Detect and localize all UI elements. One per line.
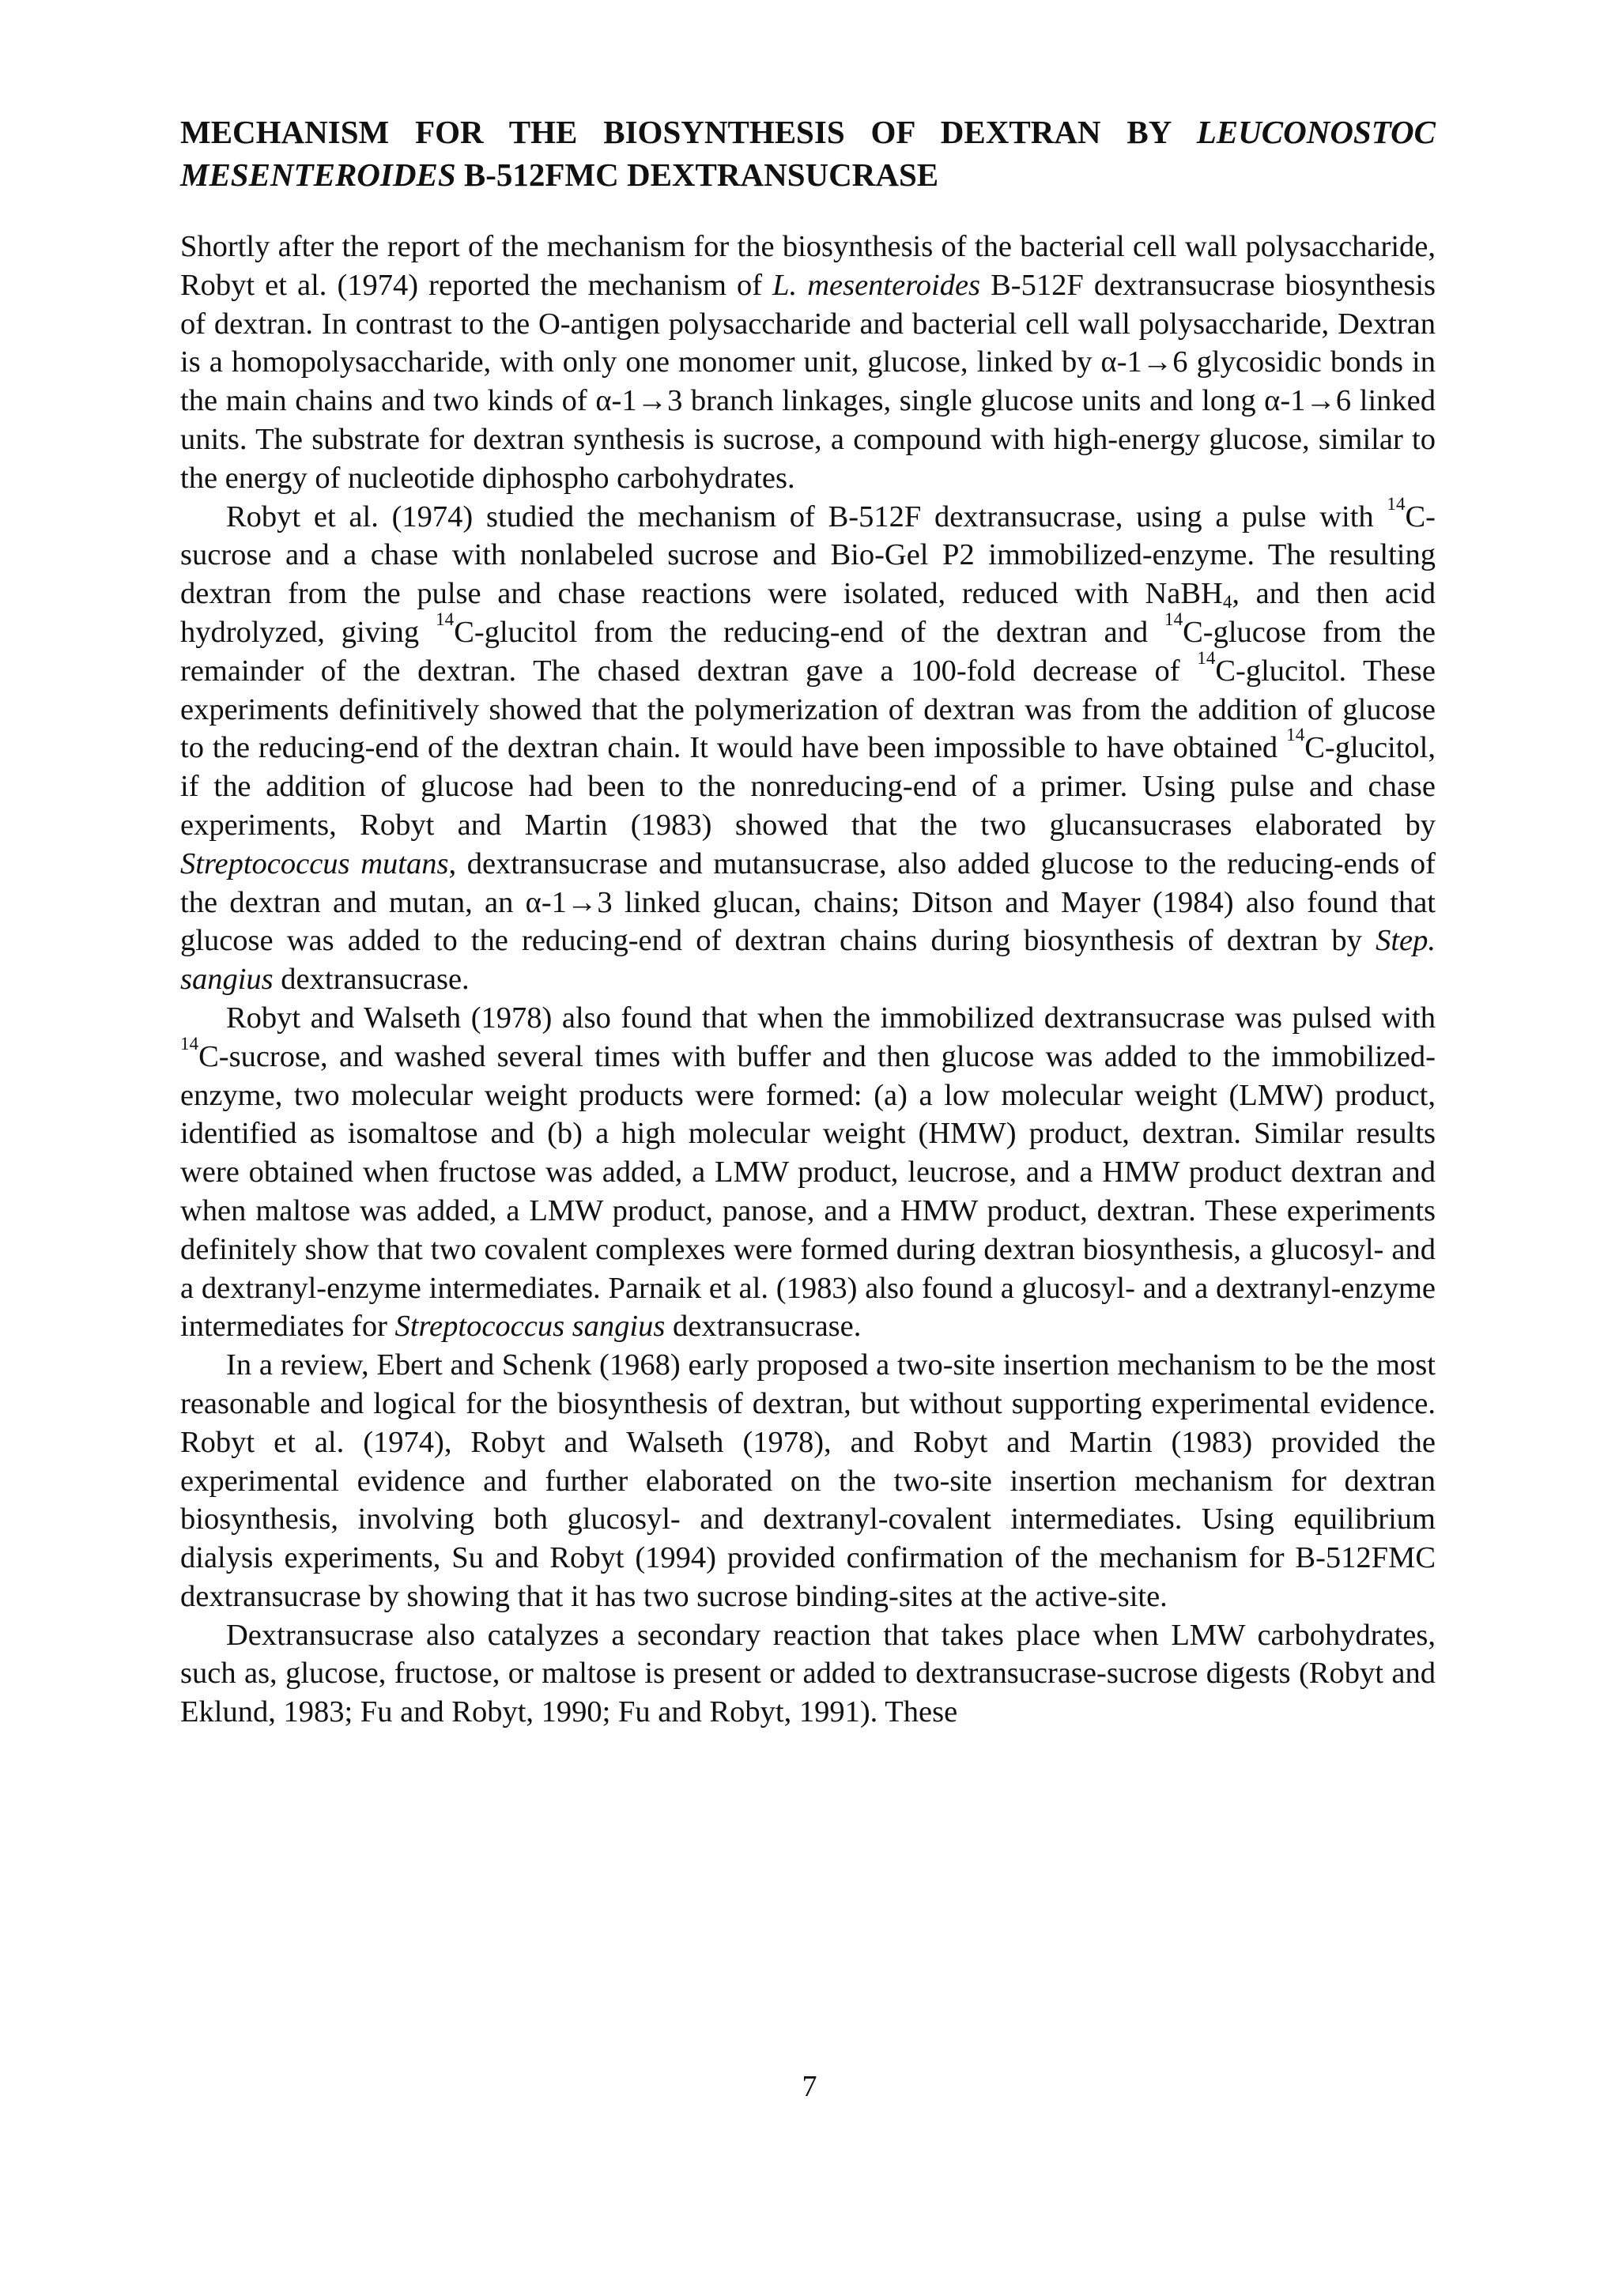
paragraph-3: [180, 999, 1436, 1346]
p3-text-b: C-sucrose, and washed several times with buffer and then glucose was added to the immobilized-enzyme, two molecular weight products were formed: (a) a low molecular weight (LMW) product, identified as isomaltose and (b) a high molecular weight (HMW) product, dextran. Similar results were obtained when fructose was added, a LMW product, leucrose, and a HMW product dextran and when maltose was added, a LMW product, panose, and a HMW product, dextran. These experiments definitely show that two covalent complexes were formed during dextran biosynthesis, a glucosyl- and a dextranyl-enzyme intermediates. Parnaik et al. (1983) also found a glucosyl- and a dextranyl-enzyme intermediates for: [180, 1039, 1436, 1344]
title-organism: LEUCONOSTOC MESENTEROIDES: [180, 114, 1436, 193]
p3-text-d: dextransucrase.: [665, 1310, 862, 1344]
p2-isotope-sup-4: 14: [1197, 647, 1216, 668]
p2-isotope-sup-2: 14: [436, 609, 455, 630]
p2-species-1: Streptococcus mutans: [180, 846, 449, 880]
p2-text-e: C-glucose from the remainder of the dextran. The chased dextran gave a 100-fold decrease of: [180, 615, 1436, 688]
p2-text-a: Robyt et al. (1974) studied the mechanism of B-512F dextransucrase, using a pulse with: [226, 500, 1387, 533]
p2-isotope-sup-5: 14: [1286, 724, 1305, 745]
document-title: [180, 111, 1436, 196]
p2-text-g: C-glucitol, if the addition of glucose had been to the nonreducing-end of a primer. Using pulse and chase experiments, Robyt and Martin (1983) showed that the two glucansucrases elaborated by: [180, 731, 1436, 842]
p2-text-f: C-glucitol. These experiments definitively showed that the polymerization of dextran was from the addition of glucose to the reducing-end of the dextran chain. It would have been impossible to have obtained: [180, 654, 1436, 765]
page-number: 7: [802, 2070, 817, 2103]
p2-text-c: , and then acid hydrolyzed, giving: [180, 577, 1436, 649]
title-part-3: B-512FMC DEXTRANSUCRASE: [455, 156, 939, 193]
page-body: [180, 111, 1436, 1732]
p2-isotope-sup-1: 14: [1387, 492, 1406, 514]
p2-text-d: C-glucitol from the reducing-end of the dextran and: [454, 615, 1165, 649]
p3-isotope-sup: 14: [180, 1032, 199, 1054]
p1-species: L. mesenteroides: [772, 268, 981, 302]
p2-text-k: dextransucrase.: [273, 963, 470, 997]
p1-text-c: B-512F dextransucrase biosynthesis of dextran. In contrast to the O-antigen polysaccharide and bacterial cell wall polysaccharide, Dextran is a homopolysaccharide, with only one monomer unit, glucose, linked by α-1→6 glycosidic bonds in the main chains and two kinds of α-1→3 branch linkages, single glucose units and long α-1→6 linked units. The substrate for dextran synthesis is sucrose, a compound with high-energy glucose, similar to the energy of nucleotide diphospho carbohydrates.: [180, 268, 1436, 495]
p3-text-a: Robyt and Walseth (1978) also found that when the immobilized dextransucrase was pulsed with: [226, 1001, 1436, 1035]
p1-text-a: Shortly after the report of the mechanism for the biosynthesis of the bacterial cell wall polysaccharide, Robyt et al. (1974) reported the mechanism of: [180, 230, 1436, 302]
p2-species-2: Step. sangius: [180, 924, 1436, 997]
p2-text-b: C-sucrose and a chase with nonlabeled sucrose and Bio-Gel P2 immobilized-enzyme. The resulting dextran from the pulse and chase reactions were isolated, reduced with NaBH: [180, 500, 1436, 611]
paragraph-5: Dextransucrase also catalyzes a secondary reaction that takes place when LMW carbohydrates, such as, glucose, fructose, or maltose is present or added to dextransucrase-sucrose digests (Robyt and Eklund, 1983; Fu and Robyt, 1990; Fu and Robyt, 1991). These: [180, 1618, 1436, 1729]
p3-species: Streptococcus sangius: [394, 1310, 666, 1344]
p2-isotope-sup-3: 14: [1164, 609, 1183, 630]
paragraph-4: In a review, Ebert and Schenk (1968) early proposed a two-site insertion mechanism to be the most reasonable and logical for the biosynthesis of dextran, but without supporting experimental evidence. Robyt et al. (1974), Robyt and Walseth (1978), and Robyt and Martin (1983) provided the experimental evidence and further elaborated on the two-site insertion mechanism for dextran biosynthesis, involving both glucosyl- and dextranyl-covalent intermediates. Using equilibrium dialysis experiments, Su and Robyt (1994) provided confirmation of the mechanism for B-512FMC dextransucrase by showing that it has two sucrose binding-sites at the active-site.: [180, 1348, 1436, 1613]
paragraph-2: [180, 492, 1436, 999]
p2-subscript: 4: [1222, 590, 1232, 612]
p2-text-i: , dextransucrase and mutansucrase, also added glucose to the reducing-ends of the dextran and mutan, an α-1→3 linked glucan, chains; Ditson and Mayer (1984) also found that glucose was added to the reducing-end of dextran chains during biosynthesis of dextran by: [180, 846, 1436, 958]
title-part-1: MECHANISM FOR THE BIOSYNTHESIS OF DEXTRAN BY: [180, 114, 1197, 150]
paragraph-1: [180, 228, 1436, 498]
